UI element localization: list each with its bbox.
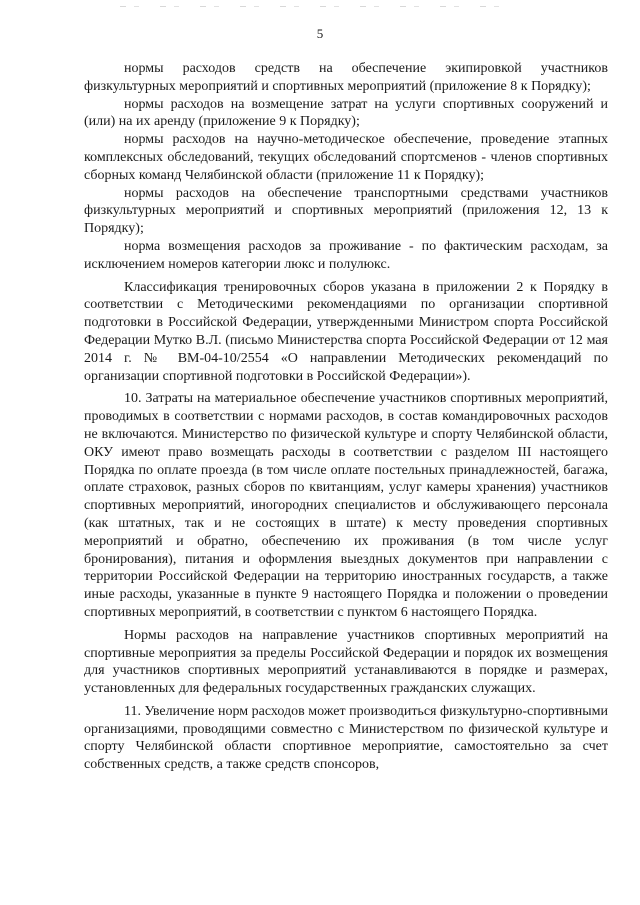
paragraph-section-10: 10. Затраты на материальное обеспечение участников спортивных мероприятий, проводимых в соответствии с нормами расходов, в состав командировочных расходов не включаются. Министерство по физической культуре и спорту Челябинской области, ОКУ имеют право возмещать расходы в соответствии с разделом III настоящего Порядка по оплате проезда (в том числе оплате постельных принадлежностей, багажа, оплате страховок, разных сборов по квитанциям, услуг камеры хранения) участников спортивных мероприятий, иногородних специалистов и обслуживающего персонала (как штатных, так и не состоящих в штате) к месту проведения спортивных мероприятий и обратно, обеспечению их проживания (в том числе услуг бронирования), питания и оформления выездных документов при направлении с территории Российской Федерации на территорию иностранных государств, а также иные расходы, указанные в пункте 9 настоящего Порядка и положении о проведении спортивных мероприятий, в соответствии с пунктом 6 настоящего Порядка. xyxy=(84,391,608,620)
paragraph-equipment-norms: нормы расходов средств на обеспечение экипировкой участников физкультурных мероприятий и спортивных мероприятий (приложение 8 к Порядку); xyxy=(84,61,608,94)
paragraph-foreign-trip-norms: Нормы расходов на направление участников спортивных мероприятий на спортивные мероприятия за пределы Российской Федерации и порядок их возмещения для участников спортивных мероприятий устанавливаются в порядке и размерах, установленных для федеральных государственных гражданских служащих. xyxy=(84,627,608,697)
paragraph-scientific-norms: нормы расходов на научно-методическое обеспечение, проведение этапных комплексных обследований, текущих обследований спортсменов - членов спортивных сборных команд Челябинской области (приложение 11 к Порядку); xyxy=(84,132,608,183)
paragraph-transport-norms: нормы расходов на обеспечение транспортными средствами участников физкультурных мероприятий и спортивных мероприятий (приложения 12, 13 к Порядку); xyxy=(84,185,608,237)
paragraph-section-11: 11. Увеличение норм расходов может производиться физкультурно-спортивными организациями, проводящими совместно с Министерством по физической культуре и спорту Челябинской области спортивное мероприятие, самостоятельно за счет собственных средств, а также средств спонсоров, xyxy=(84,703,608,773)
paragraph-accommodation-norm: норма возмещения расходов за проживание - по фактическим расходам, за исключением номеров категории люкс и полулюкс. xyxy=(84,238,608,272)
paragraph-facility-norms: нормы расходов на возмещение затрат на услуги спортивных сооружений и (или) на их аренду (приложение 9 к Порядку); xyxy=(84,96,608,130)
page-number: 5 xyxy=(316,26,324,41)
document-body xyxy=(84,60,608,774)
paragraph-training-camp-classification: Классификация тренировочных сборов указана в приложении 2 к Порядку в соответствии с Методическими рекомендациями по организации спортивной подготовки в Российской Федерации, утвержденными Министром спорта Российской Федерации Мутко В.Л. (письмо Министерства спорта Российской Федерации от 12 мая 2014 г. № ВМ-04-10/2554 «О направлении Методических рекомендаций по организации спортивной подготовки в Российской Федерации»). xyxy=(84,279,608,384)
scan-artifact-line xyxy=(120,6,500,7)
